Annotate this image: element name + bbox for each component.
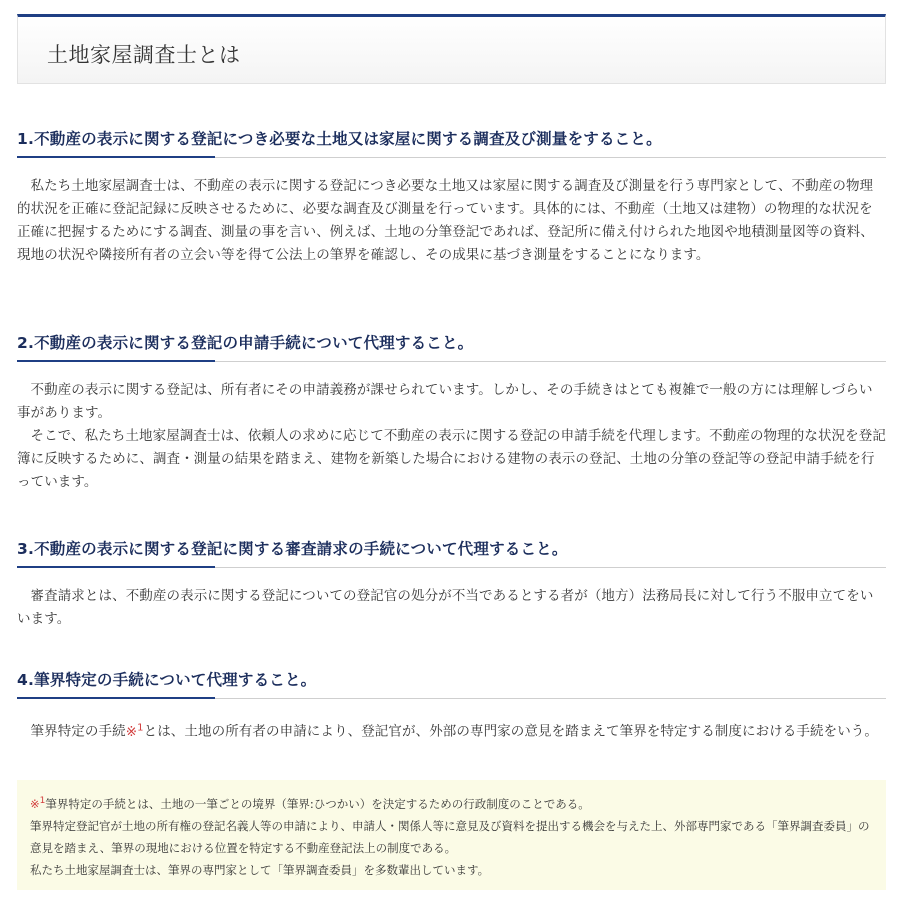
section-paragraph: 不動産の表示に関する登記は、所有者にその申請義務が課せられています。しかし、その手続きはとても複雑で一般の方には理解しづらい事があります。: [17, 382, 873, 421]
section-heading: 2.不動産の表示に関する登記の申請手続について代理すること。: [17, 331, 886, 362]
section-paragraph: 審査請求とは、不動産の表示に関する登記についての登記官の処分が不当であるとする者が（地方）法務局長に対して行う不服申立てをいいます。: [17, 588, 874, 627]
section-registration-procedure: [17, 331, 886, 494]
paragraph-text-after-ref: とは、土地の所有者の申請により、登記官が、外部の専門家の意見を踏まえて筆界を特定する制度における手続をいう。: [143, 723, 878, 740]
section-paragraph: 私たち土地家屋調査士は、不動産の表示に関する登記につき必要な土地又は家屋に関する調査及び測量を行う専門家として、不動産の物理的状況を正確に登記記録に反映させるために、必要な調査及び測量を行っています。具体的には、不動産（土地又は建物）の物理的な状況を正確に把握するためにする調査、測量の事を言い、例えば、土地の分筆登記であれば、登記所に備え付けられた地図や地積測量図等の資料、現地の状況や隣接所有者の立会い等を得て公法上の筆界を確認し、その成果に基づき測量をすることになります。: [17, 178, 874, 263]
footnote-ref-number: 1: [137, 722, 144, 733]
footnote-ref[interactable]: [126, 724, 144, 740]
section-paragraph: [17, 716, 886, 744]
section-review-request: [17, 537, 886, 631]
paragraph-text-before-ref: 筆界特定の手続: [30, 723, 126, 740]
footnote-line: 私たち土地家屋調査士は、筆界の専門家として「筆界調査委員」を多数輩出しています。: [30, 862, 490, 877]
page-title: 土地家屋調査士とは: [47, 43, 241, 67]
section-heading: 1.不動産の表示に関する登記につき必要な土地又は家屋に関する調査及び測量をすること。: [17, 127, 886, 158]
section-paragraph: そこで、私たち土地家屋調査士は、依頼人の求めに応じて不動産の表示に関する登記の申請手続を代理します。不動産の物理的な状況を登記簿に反映するために、調査・測量の結果を踏まえ、建物を新築した場合における建物の表示の登記、土地の分筆の登記等の登記申請手続を行っています。: [17, 428, 886, 490]
section-survey: [17, 127, 886, 267]
footnote-mark-number: 1: [39, 796, 46, 806]
footnote-mark-symbol: ※: [30, 796, 40, 811]
section-heading: 4.筆界特定の手続について代理すること。: [17, 668, 886, 699]
page-title-box: [17, 14, 886, 84]
section-heading: 3.不動産の表示に関する登記に関する審査請求の手続について代理すること。: [17, 537, 886, 568]
footnote-box: [17, 780, 886, 890]
footnote-line: [30, 790, 873, 815]
footnote-text: 筆界特定の手続とは、土地の一筆ごとの境界（筆界:ひつかい）を決定するための行政制度のことである。: [45, 796, 590, 811]
footnote-mark: [30, 797, 45, 811]
footnote-line: 筆界特定登記官が土地の所有権の登記名義人等の申請により、申請人・関係人等に意見及び資料を提出する機会を与えた上、外部専門家である「筆界調査委員」の意見を踏まえ、筆界の現地における位置を特定する不動産登記法上の制度である。: [30, 818, 870, 855]
footnote-ref-mark: ※: [125, 723, 138, 740]
section-boundary-determination: [17, 668, 886, 744]
